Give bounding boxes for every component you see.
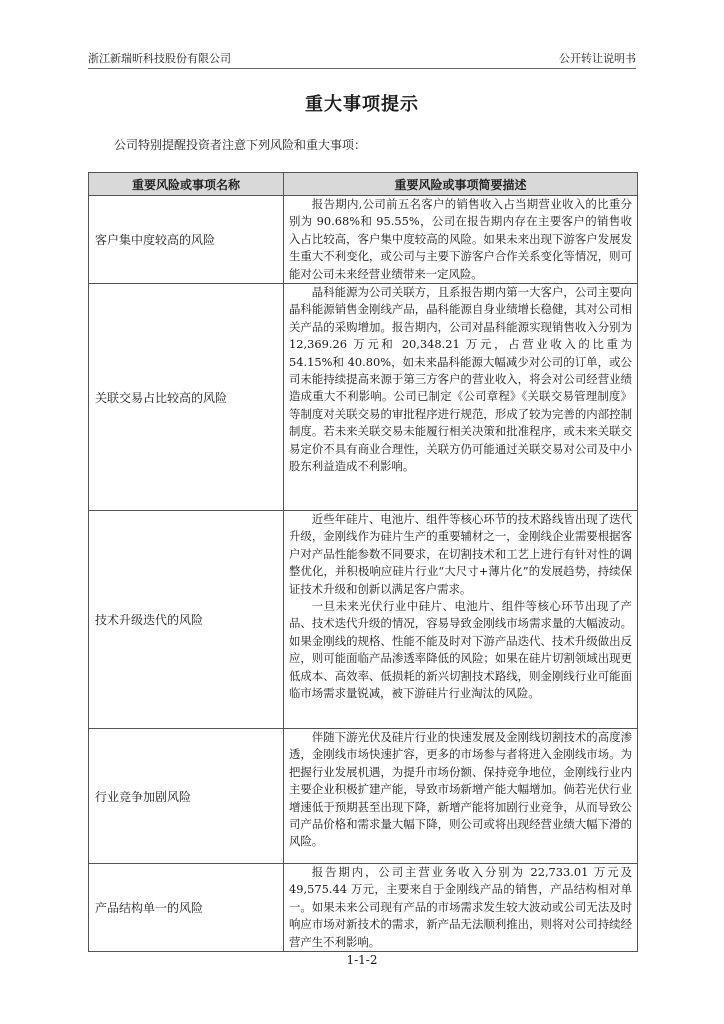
description-paragraph: 伴随下游光伏及硅片行业的快速发展及金刚线切割技术的高度渗透，金刚线市场快速扩容，更多的市场参与者将进入金刚线市场。为把握行业发展机遇，为提升市场份额、保持竞争地位，金刚线行业内主要企业积极扩建产能，导致市场新增产能大幅增加。倘若光伏行业增速低于预期甚至出现下降，新增产能将加剧行业竞争，从而导致公司产品价格和需求量大幅下降，则公司或将出现经营业绩大幅下滑的风险。 (289, 730, 632, 849)
document-type: 公开转让说明书 (559, 52, 636, 65)
table-header-row (89, 173, 638, 196)
risk-name: 关联交易占比较高的风险 (89, 284, 284, 511)
page-header (88, 50, 636, 69)
page-number: 1-1-2 (346, 953, 378, 967)
company-name: 浙江新瑞昕科技股份有限公司 (88, 52, 231, 65)
risk-name: 产品结构单一的风险 (89, 864, 284, 952)
table-row (89, 864, 638, 952)
description-paragraph: 近些年硅片、电池片、组件等核心环节的技术路线皆出现了迭代升级，金刚线作为硅片生产的重要辅材之一，金刚线企业需要根据客户对产品性能参数不同要求，在切割技术和工艺上进行有针对性的调整优化，并积极响应硅片行业“大尺寸+薄片化”的发展趋势，持续保证技术升级和创新以满足客户需求。 (289, 512, 632, 596)
risk-name: 技术升级迭代的风险 (89, 511, 284, 729)
risk-table (88, 172, 638, 952)
risk-description (284, 729, 638, 864)
column-header-name: 重要风险或事项名称 (89, 173, 284, 196)
description-paragraph: 一旦未来光伏行业中硅片、电池片、组件等核心环节出现了产品、技术迭代升级的情况，容易导致金刚线市场需求量的大幅波动。如果金刚线的规格、性能不能及时对下游产品迭代、技术升级做出反应，则可能面临产品渗透率降低的风险；如果在硅片切割领域出现更低成本、高效率、低损耗的新兴切割技术路线，则金刚线行业可能面临市场需求量锐减，被下游硅片行业淘汰的风险。 (289, 599, 632, 701)
risk-name: 行业竞争加剧风险 (89, 729, 284, 864)
table-row (89, 196, 638, 284)
risk-description (284, 196, 638, 284)
description-paragraph: 晶科能源为公司关联方，且系报告期内第一大客户，公司主要向晶科能源销售金刚线产品，晶科能源自身业绩增长稳健，其对公司相关产品的采购增加。报告期内，公司对晶科能源实现销售收入分别为 12,369.26 万元和 20,348.21 万元，占营业收入的比重为 54.15%和 40.80%，如未来晶科能源大幅减少对公司的订单，或公司未能持续提高来源于第三方客户的营业收入，将会对公司经营业绩造成重大不利影响。公司已制定《公司章程》《关联交易管理制度》等制度对关联交易的审批程序进行规范，形成了较为完善的内部控制制度。若未来关联交易未能履行相关决策和批准程序，或未来关联交易定价不具有商业合理性，关联方仍可能通过关联交易对公司及中小股东利益造成不利影响。 (289, 285, 632, 474)
table-row (89, 511, 638, 729)
table-row (89, 729, 638, 864)
table-row (89, 284, 638, 511)
intro-text: 公司特别提醒投资者注意下列风险和重大事项： (114, 138, 367, 152)
description-paragraph: 报告期内,公司前五名客户的销售收入占当期营业收入的比重分别为 90.68%和 95.55%，公司在报告期内存在主要客户的销售收入占比较高，客户集中度较高的风险。如果未来出现下游客户发展发生重大不利变化，或公司与主要下游客户合作关系变化等情况，则可能对公司未来经营业绩带来一定风险。 (289, 197, 632, 281)
risk-description (284, 284, 638, 511)
description-paragraph: 报告期内，公司主营业务收入分别为 22,733.01 万元及 49,575.44 万元，主要来自于金刚线产品的销售，产品结构相对单一。如果未来公司现有产品的市场需求发生较大波动或公司无法及时响应市场对新技术的需求，新产品无法顺利推出，则将对公司持续经营产生不利影响。 (289, 865, 632, 949)
risk-name: 客户集中度较高的风险 (89, 196, 284, 284)
column-header-description: 重要风险或事项简要描述 (284, 173, 638, 196)
risk-description (284, 511, 638, 729)
risk-description (284, 864, 638, 952)
section-title: 重大事项提示 (305, 94, 419, 115)
